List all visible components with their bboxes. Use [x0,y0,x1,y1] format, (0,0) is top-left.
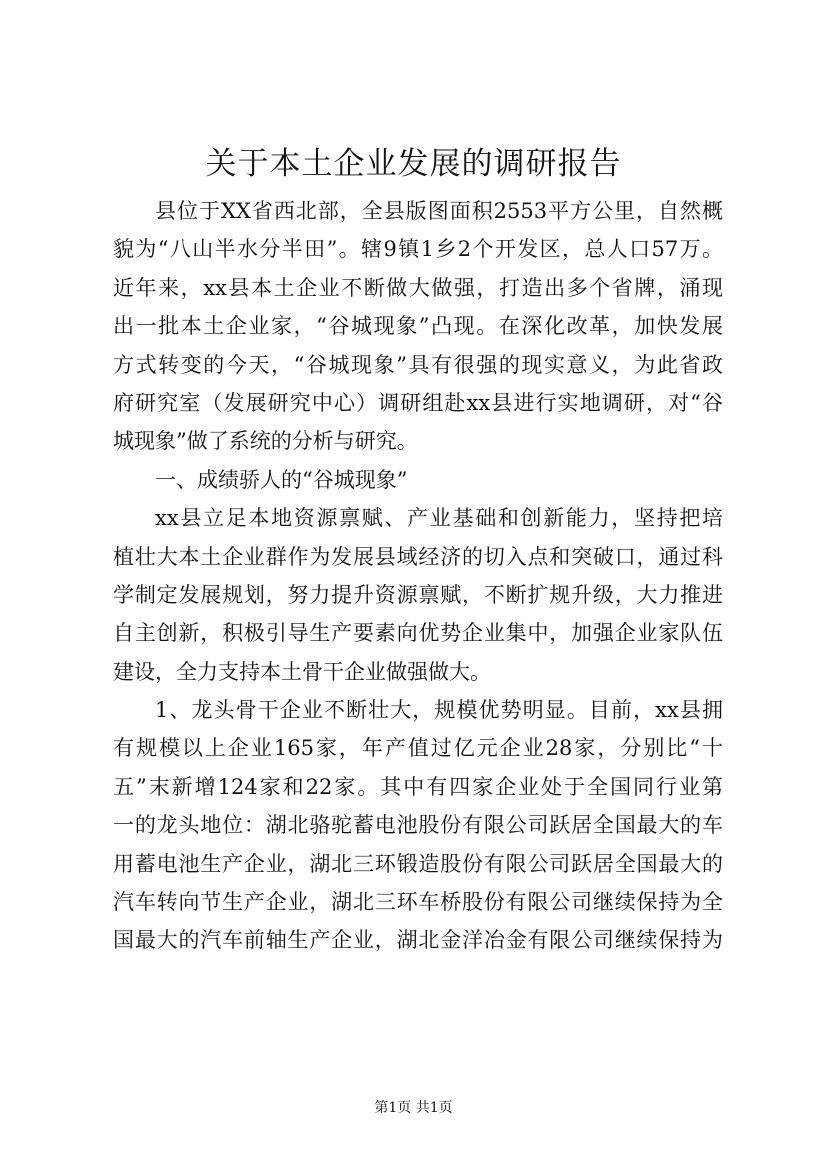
body-line: 学制定发展规划，努力提升资源禀赋，不断扩规升级，大力推进 [113,582,723,607]
body-line: 城现象”做了系统的分析与研究。 [113,429,418,454]
body-line: 1、龙头骨干企业不断壮大，规模优势明显。目前，xx县拥 [155,698,723,723]
body-line: 出一批本土企业家，“谷城现象”凸现。在深化改革，加快发展 [113,314,723,339]
body-line: xx县立足本地资源禀赋、产业基础和创新能力，坚持把培 [155,506,723,531]
body-line: 貌为“八山半水分半田”。辖9镇1乡2个开发区，总人口57万。 [113,237,723,262]
body-line: 用蓄电池生产企业，湖北三环锻造股份有限公司跃居全国最大的 [113,851,723,876]
document-body [113,192,723,960]
body-line: 建设，全力支持本土骨干企业做强做大。 [113,659,491,684]
body-line: 府研究室（发展研究中心）调研组赴xx县进行实地调研，对“谷 [113,390,723,415]
document-title: 关于本土企业发展的调研报告 [205,146,622,182]
body-line: 近年来，xx县本土企业不断做大做强，打造出多个省牌，涌现 [113,275,723,300]
body-line: 一的龙头地位：湖北骆驼蓄电池股份有限公司跃居全国最大的车 [113,813,723,838]
body-line: 国最大的汽车前轴生产企业，湖北金洋冶金有限公司继续保持为 [113,928,723,953]
body-line: 五”末新增124家和22家。其中有四家企业处于全国同行业第 [113,774,723,799]
body-line: 自主创新，积极引导生产要素向优势企业集中，加强企业家队伍 [113,621,723,646]
section-heading: 一、成绩骄人的“谷城现象” [155,467,408,492]
body-line: 有规模以上企业165家，年产值过亿元企业28家，分别比“十 [113,736,723,761]
page-footer: 第1页 共1页 [374,1100,453,1116]
body-line: 植壮大本土企业群作为发展县域经济的切入点和突破口，通过科 [113,544,723,569]
body-line: 县位于XX省西北部，全县版图面积2553平方公里，自然概 [155,199,723,223]
body-line: 方式转变的今天，“谷城现象”具有很强的现实意义，为此省政 [113,352,723,377]
body-line: 汽车转向节生产企业，湖北三环车桥股份有限公司继续保持为全 [113,890,723,915]
